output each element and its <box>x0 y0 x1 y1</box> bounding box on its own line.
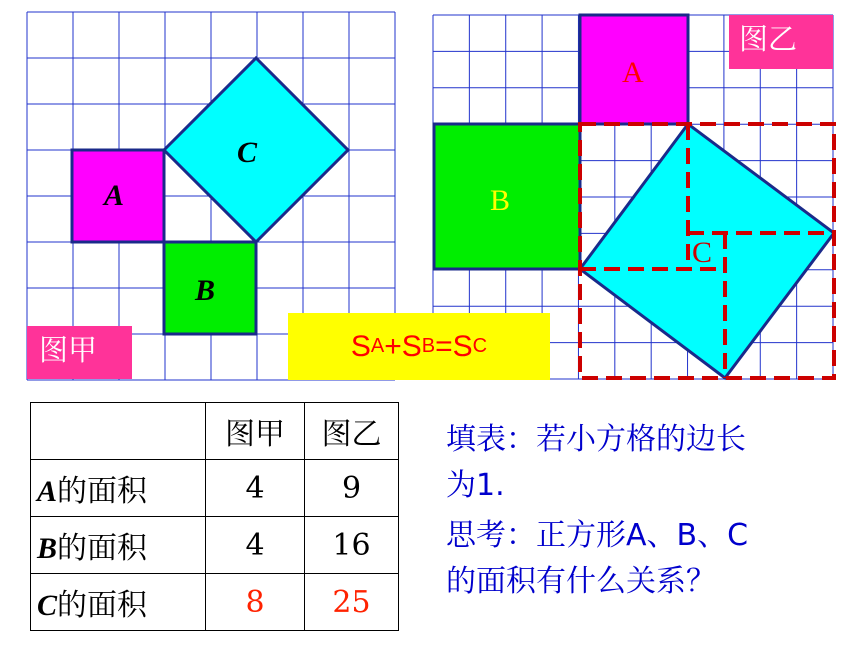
formula-eq: = <box>435 329 453 363</box>
label-a-jia: A <box>104 179 125 212</box>
row-label-b <box>31 517 206 574</box>
label-b-yi: B <box>490 184 511 217</box>
row-shape-b: B <box>37 532 58 565</box>
cell-b-yi: 16 <box>305 517 399 574</box>
figure-yi-tag: 图乙 <box>729 15 833 69</box>
note-line-4: 的面积有什么关系？ <box>446 564 716 599</box>
formula-sub-a: A <box>370 335 385 357</box>
formula-sub-b: B <box>421 335 436 357</box>
formula-s3: S <box>452 329 473 363</box>
cell-a-yi: 9 <box>305 460 399 517</box>
note-line-1: 填表：若小方格的边长 <box>446 422 746 457</box>
table-header-yi: 图乙 <box>305 403 399 460</box>
row-shape-c: C <box>37 589 58 622</box>
cell-b-jia: 4 <box>206 517 305 574</box>
table-header-corner <box>31 403 206 460</box>
formula-sub-c: C <box>472 335 488 357</box>
cell-c-yi: 25 <box>305 574 399 631</box>
cell-a-jia: 4 <box>206 460 305 517</box>
note-line-3: 思考：正方形A、B、C <box>446 518 749 553</box>
row-shape-a: A <box>37 475 58 508</box>
row-text-a: 的面积 <box>57 474 148 509</box>
table-header-jia: 图甲 <box>206 403 305 460</box>
label-a-yi: A <box>622 56 644 89</box>
table-row <box>31 574 399 631</box>
table-row <box>31 517 399 574</box>
area-formula <box>288 313 550 380</box>
label-c-yi: C <box>692 236 713 269</box>
label-b-jia: B <box>195 274 216 307</box>
row-text-b: 的面积 <box>57 531 148 566</box>
formula-plus: + <box>384 329 402 363</box>
area-table <box>30 402 399 631</box>
label-c-jia: C <box>237 136 258 169</box>
row-label-a <box>31 460 206 517</box>
table-header-row <box>31 403 399 460</box>
table-row <box>31 460 399 517</box>
row-text-c: 的面积 <box>57 588 148 623</box>
row-label-c <box>31 574 206 631</box>
formula-s2: S <box>401 329 422 363</box>
formula-s1: S <box>350 329 371 363</box>
figure-jia-tag: 图甲 <box>27 326 132 379</box>
cell-c-jia: 8 <box>206 574 305 631</box>
note-line-2: 为1. <box>446 468 505 503</box>
